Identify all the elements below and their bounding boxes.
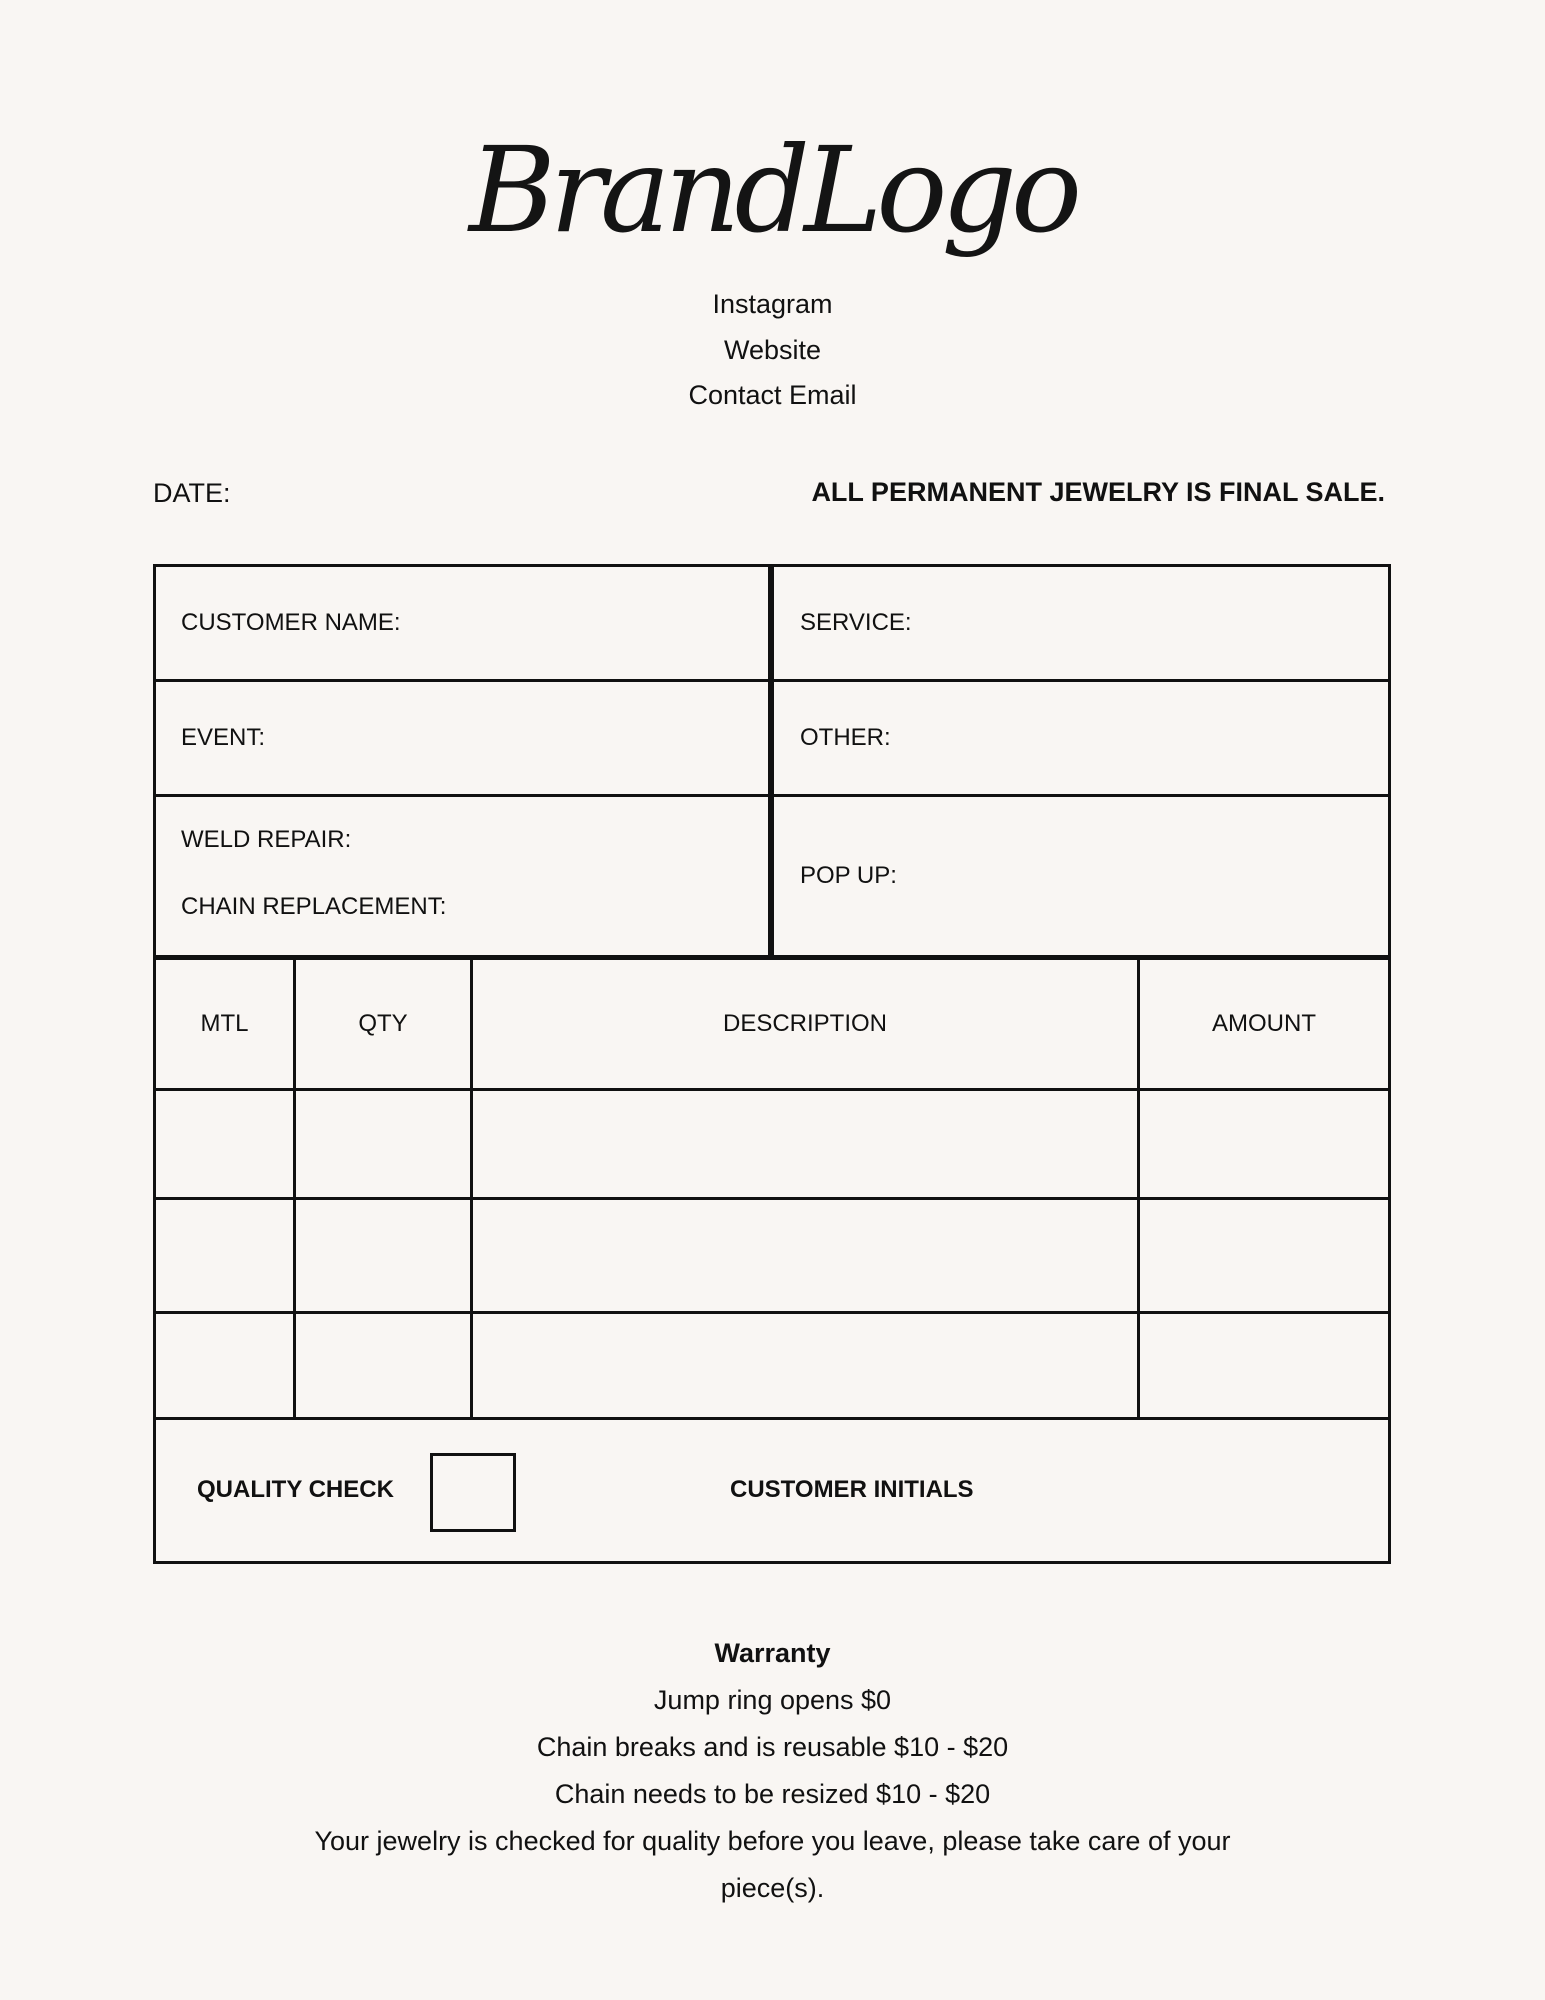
event-field[interactable]: [181, 682, 761, 794]
service-label: SERVICE:: [800, 609, 912, 636]
chain-replacement-field[interactable]: [181, 887, 761, 927]
event-label: EVENT:: [181, 724, 266, 751]
order-form: [153, 564, 1391, 1564]
other-field[interactable]: [800, 682, 1380, 794]
instagram-link[interactable]: Instagram: [712, 289, 833, 319]
customer-name-label: CUSTOMER NAME:: [181, 609, 401, 636]
warranty-line: Jump ring opens $0: [653, 1685, 892, 1715]
warranty-title: Warranty: [714, 1638, 831, 1668]
quality-check-label: QUALITY CHECK: [197, 1476, 394, 1503]
quality-check-checkbox[interactable]: [430, 1453, 516, 1532]
service-field[interactable]: [800, 567, 1380, 679]
warranty-note: Your jewelry is checked for quality before you leave, please take care of your piece(s).: [314, 1826, 1231, 1903]
item-cell-amount[interactable]: [1140, 1200, 1388, 1311]
item-cell-mtl[interactable]: [156, 1200, 293, 1311]
item-cell-description[interactable]: [473, 1200, 1137, 1311]
items-footer-divider: [156, 1417, 1388, 1420]
warranty-section: [0, 1630, 1545, 1912]
weld-repair-label: WELD REPAIR:: [181, 826, 352, 853]
warranty-line: Chain needs to be resized $10 - $20: [554, 1779, 991, 1809]
pop-up-label: POP UP:: [800, 862, 897, 889]
warranty-line: Chain breaks and is reusable $10 - $20: [536, 1732, 1009, 1762]
item-cell-description[interactable]: [473, 1091, 1137, 1197]
header-description-label: DESCRIPTION: [722, 1010, 887, 1037]
header-qty: [296, 960, 470, 1088]
item-cell-qty[interactable]: [296, 1091, 470, 1197]
header-mtl-label: MTL: [200, 1010, 249, 1037]
website-link[interactable]: Website: [723, 334, 822, 365]
item-cell-qty[interactable]: [296, 1314, 470, 1417]
header-amount: [1140, 960, 1388, 1088]
item-cell-mtl[interactable]: [156, 1091, 293, 1197]
contact-links: [0, 282, 1545, 419]
chain-replacement-label: CHAIN REPLACEMENT:: [181, 893, 447, 920]
item-cell-description[interactable]: [473, 1314, 1137, 1417]
date-label: DATE:: [153, 478, 231, 508]
contact-email-link[interactable]: Contact Email: [688, 380, 857, 410]
header-qty-label: QTY: [358, 1010, 408, 1037]
header-description: [473, 960, 1137, 1088]
customer-initials-label: CUSTOMER INITIALS: [730, 1476, 974, 1503]
header-mtl: [156, 960, 293, 1088]
final-sale-notice: ALL PERMANENT JEWELRY IS FINAL SALE.: [811, 477, 1385, 507]
item-cell-amount[interactable]: [1140, 1314, 1388, 1417]
item-cell-qty[interactable]: [296, 1200, 470, 1311]
pop-up-field[interactable]: [800, 797, 1380, 955]
brand-logo-text: BrandLogo: [469, 121, 1076, 259]
weld-repair-field[interactable]: [181, 820, 761, 860]
header-amount-label: AMOUNT: [1212, 1010, 1316, 1037]
info-column-divider: [768, 567, 774, 959]
brand-logo: [0, 100, 1545, 280]
item-cell-amount[interactable]: [1140, 1091, 1388, 1197]
customer-name-field[interactable]: [181, 567, 761, 679]
item-cell-mtl[interactable]: [156, 1314, 293, 1417]
other-label: OTHER:: [800, 724, 891, 751]
